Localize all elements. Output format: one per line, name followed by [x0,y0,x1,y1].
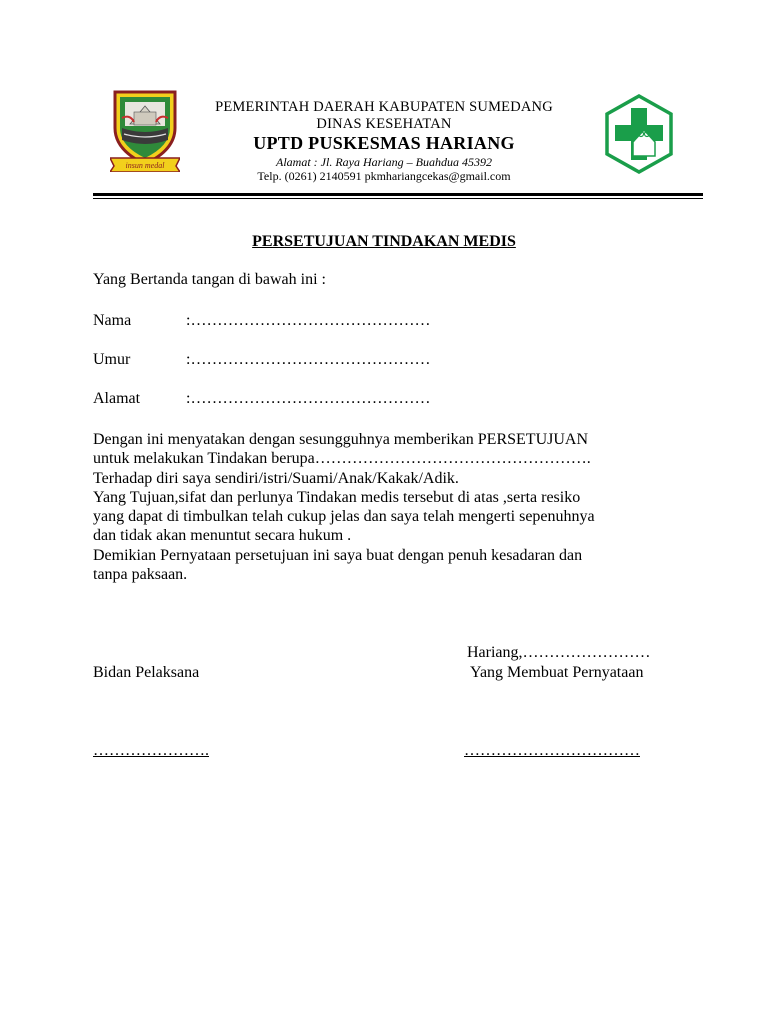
statement-line: untuk melakukan Tindakan berupa……………………………………………. [93,450,591,468]
field-value-alamat: :……………………………………… [186,390,431,407]
signature-left-blank: …………………. [93,742,209,759]
field-label-alamat: Alamat [93,390,141,407]
statement-line: Dengan ini menyatakan dengan sesungguhnya memberikan PERSETUJUAN [93,431,589,448]
statement-line: tanpa paksaan. [93,566,188,584]
field-value-umur: :……………………………………… [186,351,431,368]
statement-line: yang dapat di timbulkan telah cukup jelas dan saya telah mengerti sepenuhnya [93,508,595,526]
header-address: Alamat : Jl. Raya Hariang – Buahdua 45392 [276,155,492,169]
header-divider-thin [93,198,703,199]
document-title: PERSETUJUAN TINDAKAN MEDIS [252,233,516,250]
signature-right-blank: …………………………… [464,742,640,759]
intro-text: Yang Bertanda tangan di bawah ini : [93,271,326,288]
field-value-nama: :……………………………………… [186,312,431,329]
header-divider-thick [93,193,703,196]
statement-line: dan tidak akan menuntut secara hukum . [93,527,352,545]
header-government: PEMERINTAH DAERAH KABUPATEN SUMEDANG [215,99,553,115]
field-label-nama: Nama [93,312,132,329]
statement-body [93,430,595,584]
statement-line: Terhadap diri saya sendiri/istri/Suami/Anak/Kakak/Adik. [93,469,459,487]
statement-line: Demikian Pernyataan persetujuan ini saya buat dengan penuh kesadaran dan [93,546,583,564]
field-label-umur: Umur [93,351,131,368]
header-department: DINAS KESEHATAN [316,116,452,132]
header-institution: UPTD PUSKESMAS HARIANG [253,133,515,153]
signature-place-date: Hariang,…………………… [467,644,651,661]
svg-text:insun medal: insun medal [125,161,165,170]
statement-line: Yang Tujuan,sifat dan perlunya Tindakan medis tersebut di atas ,serta resiko [93,488,581,506]
signature-right-role: Yang Membuat Pernyataan [470,664,644,681]
signature-left-role: Bidan Pelaksana [93,664,200,681]
header-contact: Telp. (0261) 2140591 pkmhariangcekas@gmail.com [257,169,511,183]
